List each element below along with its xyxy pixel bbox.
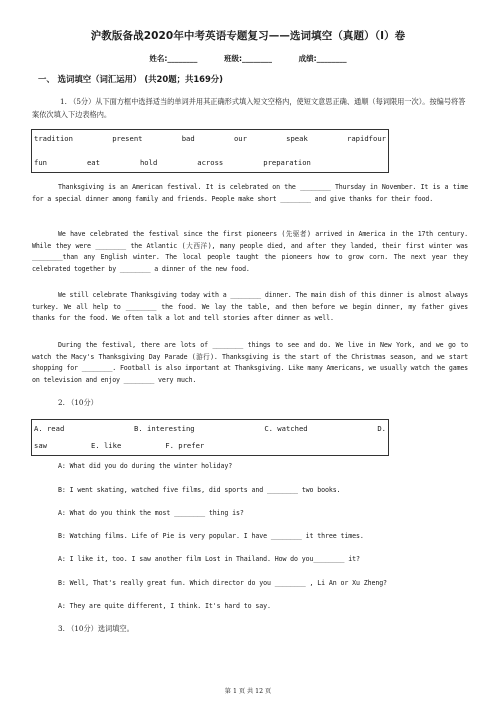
dialogue-line: B: I went skating, watched five films, did sports and ________ two books. bbox=[58, 486, 341, 494]
question-1-intro: 1. （5分）从下面方框中选择适当的单词并用其正确形式填入短文空格内，使短文意思正确、通顺（每词限用一次）。按编号将答案依次填入下边表格内。 bbox=[32, 97, 466, 119]
page-title: 沪教版备战2020年中考英语专题复习——选词填空（真题）（I）卷 bbox=[90, 30, 406, 42]
option-row bbox=[32, 424, 388, 433]
passage-paragraph: During the festival, there are lots of ________ things to see and do. We live in New York, and we go to watch the Macy's Thanksgiving Day Parade (游行). Thanksgiving is the start of the Christmas season, and we start shopping for ________. Football is also important at Thanksgiving. Like many Americans, we usually watch the games on television and enjoy ________ very much. bbox=[32, 341, 468, 384]
score-field: 成绩:________ bbox=[298, 54, 347, 63]
dialogue-line: A: What do you think the most ________ thing is? bbox=[58, 509, 244, 517]
dialogue-line: A: I like it, too. I saw another film Lost in Thailand. How do you________ it? bbox=[58, 555, 360, 563]
word-item: our bbox=[233, 134, 247, 143]
option-item: F. prefer bbox=[165, 441, 205, 450]
option-item: A. read bbox=[34, 424, 65, 433]
section-heading: 一、 选词填空（词汇运用） (共20题；共169分) bbox=[38, 74, 223, 84]
word-bank-row bbox=[32, 158, 388, 167]
passage-paragraph: Thanksgiving is an American festival. It is celebrated on the ________ Thursday in November. It is a time for a special dinner among family and friends. People make short ________ and give thanks for their food. bbox=[32, 183, 468, 203]
passage-paragraph: We have celebrated the festival since the first pioneers (先驱者) arrived in America in the 17th century. While they were ________ the Atlantic (大西洋), many people died, and after they landed, their first winter was ________than any English winter. The local people taught the pioneers how to grow corn. The next year they celebrated together by ________ a dinner of the new food. bbox=[32, 230, 468, 273]
word-item: preparation bbox=[263, 158, 311, 167]
word-item: bad bbox=[181, 134, 195, 143]
class-field: 班级:________ bbox=[224, 54, 272, 63]
dialogue-line: B: Watching films. Life of Pie is very popular. I have ________ it three times. bbox=[58, 532, 364, 540]
word-bank-row bbox=[32, 134, 388, 143]
word-item: rapidfour bbox=[347, 134, 386, 143]
word-item: fun bbox=[34, 158, 47, 167]
option-item: saw bbox=[34, 441, 47, 450]
student-info bbox=[0, 53, 496, 64]
passage-paragraph: We still celebrate Thanksgiving today with a ________ dinner. The main dish of this dinner is almost always turkey. We all help to ________ the food. We lay the table, and then before we begin dinner, my father gives thanks for the food. We often talk a lot and tell stories after dinner as well. bbox=[32, 291, 468, 323]
dialogue-line: B: Well, That's really great fun. Which director do you ________ , Li An or Xu Zheng? bbox=[58, 579, 387, 587]
option-item: C. watched bbox=[264, 424, 308, 433]
word-item: eat bbox=[86, 158, 100, 167]
name-field: 姓名:________ bbox=[149, 54, 198, 63]
word-bank-2 bbox=[31, 419, 389, 456]
question-3-label: 3. （10分）选词填空。 bbox=[58, 624, 134, 633]
option-item: E. like bbox=[90, 441, 122, 450]
word-item: hold bbox=[139, 158, 158, 167]
word-item: present bbox=[112, 134, 143, 143]
word-item: across bbox=[197, 158, 224, 167]
dialogue-line: A: What did you do during the winter holiday? bbox=[58, 462, 233, 470]
question-2-label: 2. （10分） bbox=[58, 398, 98, 407]
word-item: speak bbox=[286, 134, 308, 143]
word-item: tradition bbox=[34, 134, 73, 143]
word-bank-1 bbox=[31, 129, 389, 173]
page-footer: 第 1 页 共 12 页 bbox=[224, 688, 272, 695]
option-item: D. bbox=[377, 424, 386, 433]
dialogue-line: A: They are quite different, I think. It's hard to say. bbox=[58, 602, 271, 610]
option-row bbox=[32, 441, 388, 450]
option-item: B. interesting bbox=[134, 424, 195, 433]
